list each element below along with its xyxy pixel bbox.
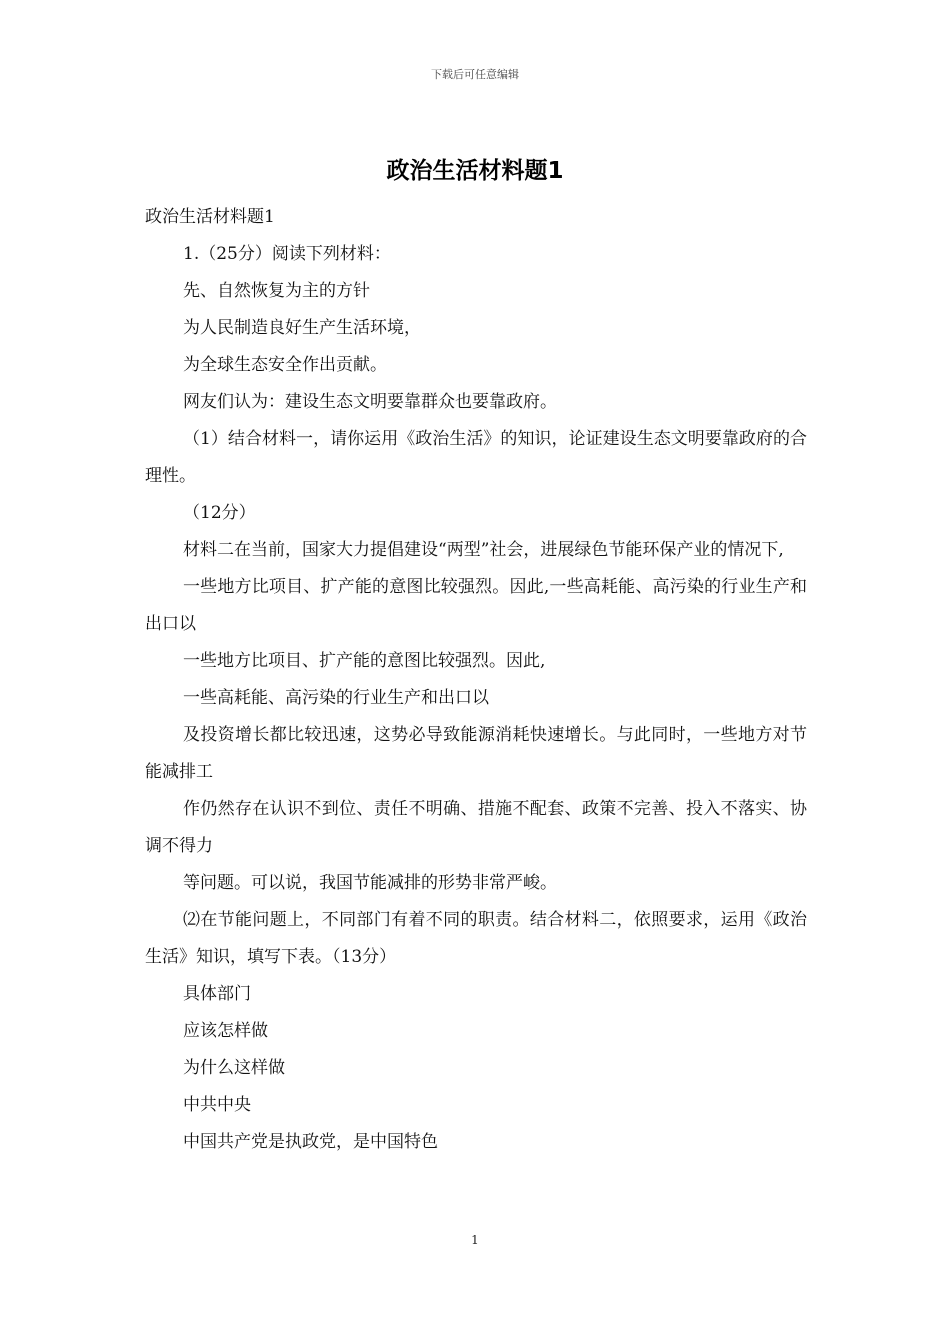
paragraph: （12分） bbox=[183, 503, 256, 523]
paragraph: （1）结合材料一，请你运用《政治生活》的知识，论证建设生态文明要靠政府的合理性。 bbox=[145, 429, 807, 486]
paragraph: 一些地方比项目、扩产能的意图比较强烈。因此, bbox=[183, 651, 546, 671]
paragraph: 中共中央 bbox=[183, 1095, 251, 1115]
paragraph: 政治生活材料题1 bbox=[145, 207, 275, 227]
paragraph: 中国共产党是执政党，是中国特色 bbox=[183, 1132, 438, 1152]
page-header: 下载后可任意编辑 bbox=[431, 68, 519, 81]
paragraph: ⑵在节能问题上，不同部门有着不同的职责。结合材料二，依照要求，运用《政治生活》知识，填写下表。（13分） bbox=[145, 910, 807, 967]
page-number: 1 bbox=[471, 1233, 479, 1247]
paragraph: 为什么这样做 bbox=[183, 1058, 285, 1078]
document-title: 政治生活材料题1 bbox=[386, 158, 564, 184]
paragraph: 1.（25分）阅读下列材料： bbox=[183, 244, 391, 264]
paragraph: 为全球生态安全作出贡献。 bbox=[183, 355, 387, 375]
paragraph: 为人民制造良好生产生活环境， bbox=[183, 318, 421, 338]
paragraph: 等问题。可以说，我国节能减排的形势非常严峻。 bbox=[183, 873, 557, 893]
paragraph: 作仍然存在认识不到位、责任不明确、措施不配套、政策不完善、投入不落实、协调不得力 bbox=[145, 799, 807, 856]
paragraph: 网友们认为：建设生态文明要靠群众也要靠政府。 bbox=[183, 392, 557, 412]
paragraph: 先、自然恢复为主的方针 bbox=[183, 281, 370, 301]
paragraph: 应该怎样做 bbox=[183, 1021, 268, 1041]
paragraph: 及投资增长都比较迅速，这势必导致能源消耗快速增长。与此同时，一些地方对节能减排工 bbox=[145, 725, 807, 782]
document-body bbox=[145, 199, 807, 1161]
paragraph: 具体部门 bbox=[183, 984, 251, 1004]
paragraph: 材料二在当前，国家大力提倡建设“两型”社会，进展绿色节能环保产业的情况下, bbox=[183, 540, 784, 560]
paragraph: 一些高耗能、高污染的行业生产和出口以 bbox=[183, 688, 489, 708]
paragraph: 一些地方比项目、扩产能的意图比较强烈。因此,一些高耗能、高污染的行业生产和出口以 bbox=[145, 577, 807, 634]
